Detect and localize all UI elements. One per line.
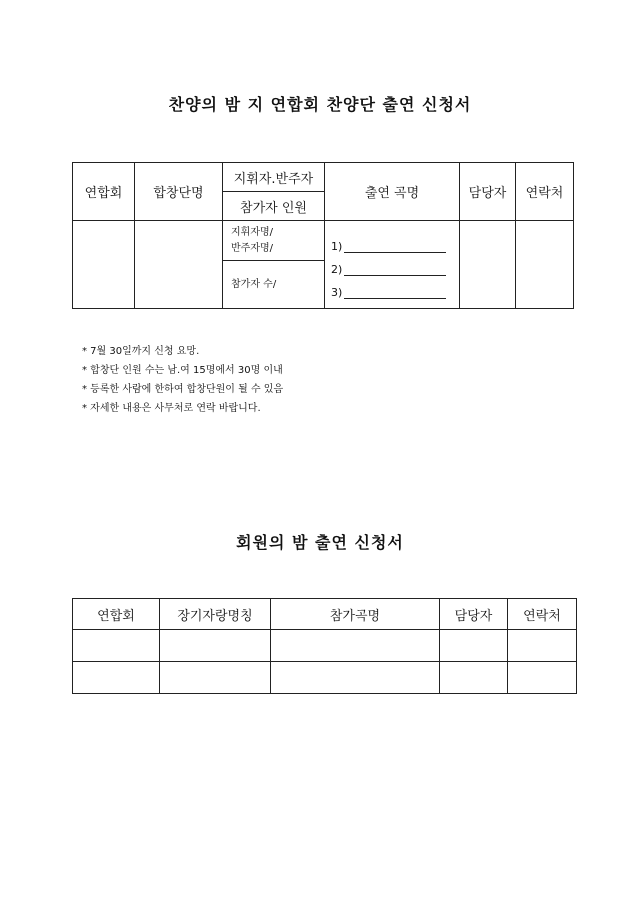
cell-song-title[interactable] <box>271 630 440 662</box>
cell-songs[interactable] <box>325 221 460 309</box>
form2-title: 회원의 밤 출연 신청서 <box>236 533 404 552</box>
cell-conductor-accompanist[interactable] <box>223 221 325 261</box>
cell-manager[interactable] <box>460 221 516 309</box>
notes-list <box>82 342 283 418</box>
conductor-label: 지휘자명/ <box>231 226 274 238</box>
note-item: * 자세한 내용은 사무처로 연락 바랍니다. <box>82 403 261 414</box>
header-association: 연합회 <box>73 163 135 221</box>
cell-participant-count[interactable] <box>223 261 325 309</box>
header-song-title: 참가곡명 <box>271 599 440 630</box>
cell-manager[interactable] <box>440 662 508 694</box>
cell-song-title[interactable] <box>271 662 440 694</box>
header-choir-name: 합창단명 <box>135 163 223 221</box>
header-participants: 참가자 인원 <box>223 192 325 221</box>
header-talent-name: 장기자랑명칭 <box>160 599 271 630</box>
song-number: 3) <box>331 286 343 299</box>
cell-talent-name[interactable] <box>160 630 271 662</box>
header-association: 연합회 <box>73 599 160 630</box>
cell-contact[interactable] <box>508 662 577 694</box>
cell-association[interactable] <box>73 630 160 662</box>
cell-choir-name[interactable] <box>135 221 223 309</box>
song-line-1[interactable] <box>331 230 459 253</box>
accompanist-label: 반주자명/ <box>231 242 274 254</box>
header-manager: 담당자 <box>440 599 508 630</box>
header-contact: 연락처 <box>508 599 577 630</box>
song-line-3[interactable] <box>331 276 459 299</box>
application-table-1 <box>72 162 574 309</box>
header-songs: 출연 곡명 <box>325 163 460 221</box>
note-item: * 합창단 인원 수는 남.여 15명에서 30명 이내 <box>82 365 283 376</box>
header-conductor-accompanist: 지휘자.반주자 <box>223 163 325 192</box>
cell-talent-name[interactable] <box>160 662 271 694</box>
cell-association[interactable] <box>73 221 135 309</box>
header-contact: 연락처 <box>516 163 574 221</box>
cell-contact[interactable] <box>516 221 574 309</box>
cell-association[interactable] <box>73 662 160 694</box>
note-item: * 7월 30일까지 신청 요망. <box>82 346 200 357</box>
application-table-2 <box>72 598 577 694</box>
note-item: * 등록한 사람에 한하여 합창단원이 될 수 있음 <box>82 384 284 395</box>
song-number: 1) <box>331 240 343 253</box>
header-manager: 담당자 <box>460 163 516 221</box>
cell-manager[interactable] <box>440 630 508 662</box>
song-number: 2) <box>331 263 343 276</box>
cell-contact[interactable] <box>508 630 577 662</box>
form1-title: 찬양의 밤 지 연합회 찬양단 출연 신청서 <box>168 95 472 114</box>
song-line-2[interactable] <box>331 253 459 276</box>
participant-count-label: 참가자 수/ <box>231 278 277 290</box>
